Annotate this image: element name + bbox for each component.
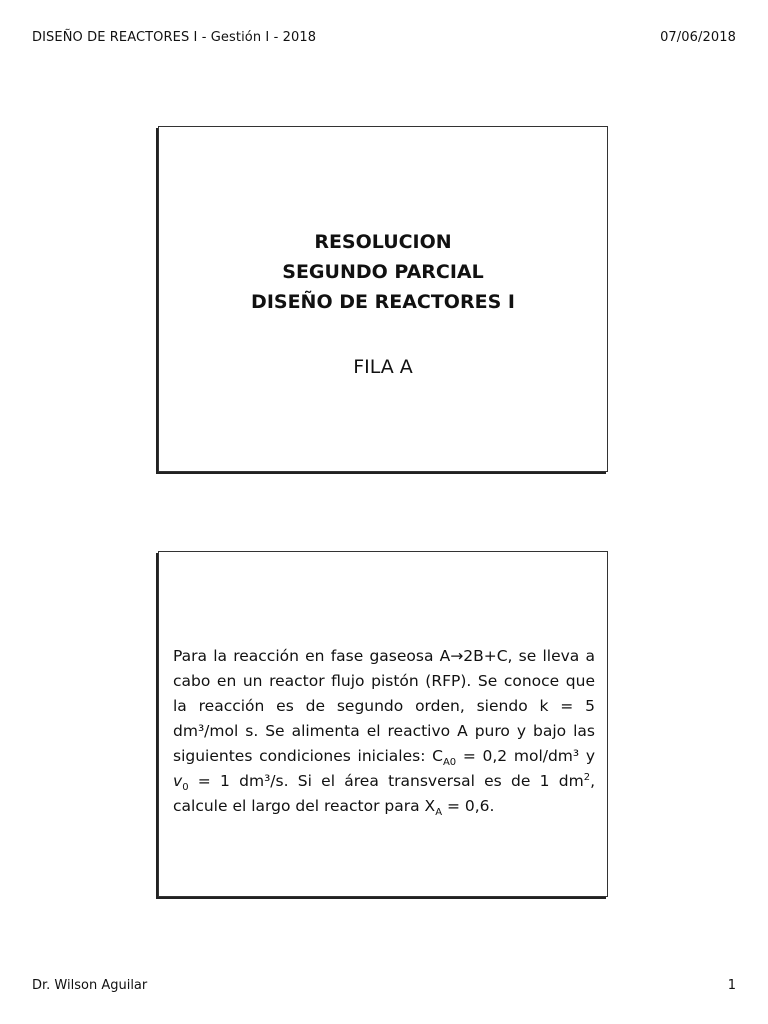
- slide-problem: [158, 551, 608, 897]
- title-line-3: DISEÑO DE REACTORES I: [251, 291, 515, 313]
- subscript-0: 0: [182, 782, 189, 794]
- subscript-a: A: [435, 807, 443, 819]
- problem-text-1: Para la reacción en fase gaseosa A→2B+C, se lleva a cabo en un reactor flujo pistón (RFP). Se conoce que la reacción es de segundo orden, siendo k = 5 dm³/mol s. Se alimenta el reactivo A puro y bajo las siguientes condiciones iniciales: C: [173, 647, 595, 765]
- slide-title: [158, 126, 608, 472]
- footer-page-number: 1: [727, 978, 736, 993]
- slide-subtitle: FILA A: [353, 356, 413, 378]
- problem-text-4: , calcule el largo del reactor para X: [173, 772, 595, 815]
- superscript-2: 2: [583, 771, 591, 783]
- header-title: DISEÑO DE REACTORES I - Gestión I - 2018: [32, 30, 317, 45]
- title-line-1: RESOLUCION: [314, 231, 452, 253]
- velocity-symbol: v: [173, 772, 183, 790]
- subscript-a0: A0: [442, 757, 457, 769]
- problem-text-3: = 1 dm³/s. Si el área transversal es de 1 dm: [188, 772, 584, 790]
- title-line-2: SEGUNDO PARCIAL: [282, 261, 484, 283]
- problem-text-5: = 0,6.: [442, 797, 495, 815]
- slide-title-heading: [159, 227, 607, 317]
- problem-statement: [173, 644, 595, 819]
- footer-author: Dr. Wilson Aguilar: [32, 978, 148, 993]
- header-date: 07/06/2018: [660, 30, 736, 45]
- problem-text-2: = 0,2 mol/dm³ y: [456, 747, 595, 765]
